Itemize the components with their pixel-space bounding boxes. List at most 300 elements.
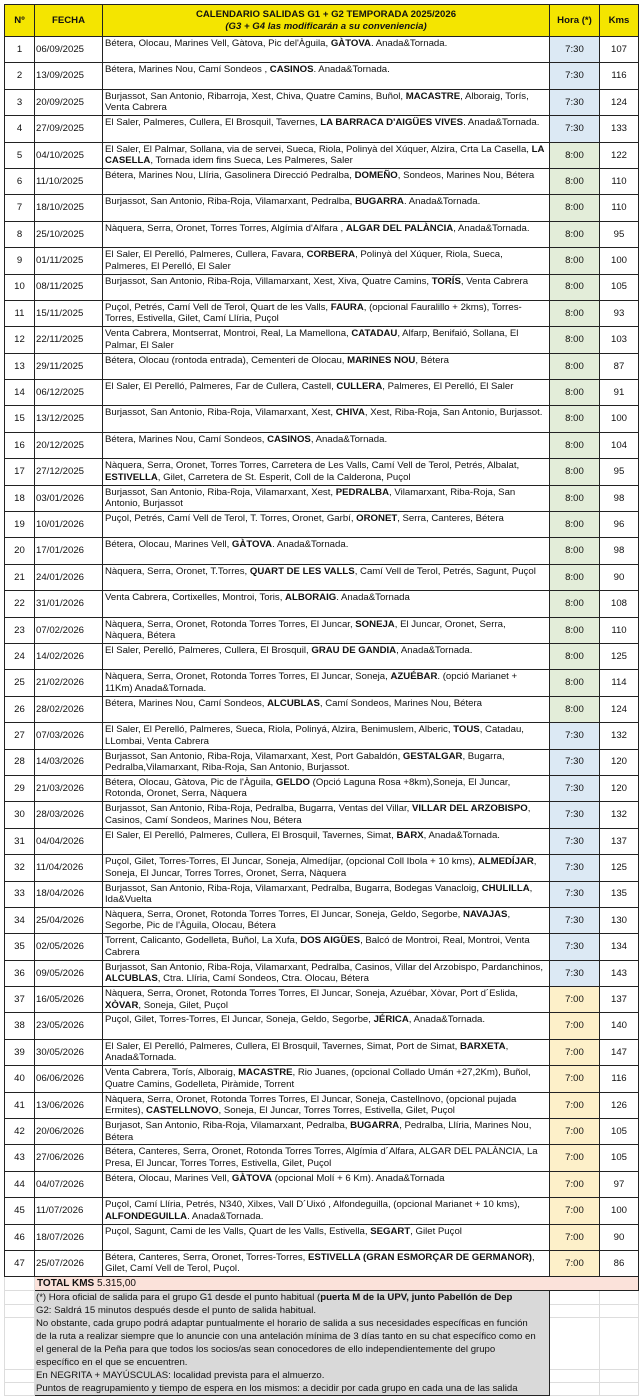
- row-date: 10/01/2026: [35, 512, 103, 538]
- table-row: [5, 1224, 639, 1250]
- row-kms: 116: [600, 63, 639, 89]
- route-text: Bétera, Olocau, Marines Vell, Gàtova, Pic del'Àguila,: [105, 38, 331, 49]
- route-text: Burjassot, San Antonio, Riba-Roja, Vilamarxant, Xest, Port Gabaldón,: [105, 750, 403, 762]
- route-lunch-stop: ALFONDEGUILLA: [105, 1210, 188, 1222]
- route-text: Puçol, Petrés, Camí Vell de Terol, Quart de les Valls,: [105, 301, 331, 313]
- route-text: , El Juncar, Oronet, Serra, Nàquera, Bétera: [105, 618, 506, 642]
- row-route: [103, 37, 550, 63]
- route-text: , Anada&Tornada.: [310, 433, 388, 445]
- route-text: , Pedralba, Llíria, Marines Nou, Bétera: [105, 1120, 532, 1143]
- route-text: Burjasot, San Antonio, Riba-Roja, Vilamarxant, Pedralba,: [105, 1120, 351, 1132]
- route-text: , Alboraig, Torís, Venta Cabrera: [105, 90, 529, 114]
- route-lunch-stop: ALCUBLAS: [105, 973, 158, 985]
- row-number: 25: [5, 670, 35, 696]
- route-text: El Saler, El Perelló, Palmeres, Cullera, Favara,: [105, 249, 307, 261]
- row-number: 28: [5, 749, 35, 775]
- route-text: , Venta Cabrera: [460, 275, 529, 287]
- route-text: Nàquera, Serra, Oronet, Torres Torres, Algímia d'Alfara ,: [105, 222, 346, 234]
- row-number: 38: [5, 1013, 35, 1039]
- route-text: . (opció Marianet + 11Km) Anada&Tornada.: [105, 671, 518, 694]
- route-text: , Tornada idem fins Sueca, Les Palmeres, Saler: [150, 155, 353, 167]
- route-text: Burjassot, San Antonio, Riba-Roja, Vilamarxant, Pedralba, Bugarra, Bodegas Vanacloig,: [105, 882, 482, 894]
- row-date: 13/09/2025: [35, 63, 103, 89]
- route-text: Nàquera, Serra, Oronet, Rotonda Torres Torres, El Juncar, Soneja,: [105, 671, 391, 683]
- row-route: [103, 432, 550, 458]
- route-lunch-stop: CHIVA: [335, 407, 365, 419]
- row-date: 27/09/2025: [35, 116, 103, 142]
- route-lunch-stop: CASINOS: [269, 64, 314, 76]
- route-text: , Rio Juanes, (opcional Collado Umán +27,2Km), Buñol, Quatre Camins, Godelleta, Piràmide, Torrent: [105, 1067, 531, 1090]
- row-time: 7:00: [550, 1171, 600, 1197]
- row-kms: 87: [600, 353, 639, 379]
- blank-cell: [5, 1277, 35, 1291]
- header-title: [103, 5, 550, 37]
- row-route: [103, 696, 550, 722]
- blank-cell: [600, 1382, 639, 1396]
- row-time: 8:00: [550, 512, 600, 538]
- row-date: 25/10/2025: [35, 221, 103, 247]
- row-date: 16/05/2026: [35, 987, 103, 1013]
- row-time: 7:00: [550, 1039, 600, 1065]
- route-text: , Anada&Tornada.: [105, 1040, 509, 1064]
- row-date: 21/03/2026: [35, 775, 103, 801]
- row-route: [103, 775, 550, 801]
- row-time: 7:00: [550, 1119, 600, 1145]
- route-text: Burjassot, San Antonio, Riba-Roja, Vilamarxant, Xest,: [105, 407, 336, 419]
- note-hora-oficial: [35, 1291, 550, 1305]
- table-row: [5, 591, 639, 617]
- row-number: 40: [5, 1066, 35, 1092]
- table-row: [5, 987, 639, 1013]
- row-kms: 105: [600, 274, 639, 300]
- row-route: [103, 749, 550, 775]
- row-time: 8:00: [550, 221, 600, 247]
- row-number: 16: [5, 432, 35, 458]
- route-text: , Anada&Tornada.: [408, 1014, 486, 1026]
- table-row: [5, 1039, 639, 1065]
- row-kms: 90: [600, 564, 639, 590]
- row-kms: 137: [600, 987, 639, 1013]
- table-row: [5, 327, 639, 353]
- row-time: 7:30: [550, 63, 600, 89]
- row-number: 6: [5, 168, 35, 194]
- row-date: 14/02/2026: [35, 643, 103, 669]
- table-row: [5, 617, 639, 643]
- route-lunch-stop: ALGAR DEL PALÀNCIA: [345, 222, 454, 234]
- route-lunch-stop: ALCUBLAS: [267, 697, 320, 709]
- row-route: [103, 591, 550, 617]
- route-text: , Balcó de Montroi, Real, Montroi, Venta Cabrera: [105, 935, 530, 958]
- note-bold-text: puerta M de la UPV, junto Pabellón de Dep: [320, 1292, 513, 1304]
- row-route: [103, 1250, 550, 1276]
- route-lunch-stop: BARXETA: [459, 1040, 506, 1052]
- row-kms: 120: [600, 775, 639, 801]
- row-kms: 147: [600, 1039, 639, 1065]
- row-date: 23/05/2026: [35, 1013, 103, 1039]
- row-number: 30: [5, 802, 35, 828]
- row-kms: 95: [600, 459, 639, 485]
- row-time: 7:30: [550, 37, 600, 63]
- route-text: . Anada&Tornada.: [370, 38, 448, 49]
- table-row: [5, 142, 639, 168]
- row-number: 33: [5, 881, 35, 907]
- row-route: [103, 142, 550, 168]
- table-row: [5, 37, 639, 63]
- row-route: [103, 406, 550, 432]
- row-kms: 140: [600, 1013, 639, 1039]
- header-kms: Kms: [600, 5, 639, 37]
- row-number: 37: [5, 987, 35, 1013]
- row-number: 46: [5, 1224, 35, 1250]
- route-lunch-stop: XÒVAR: [105, 999, 139, 1011]
- route-text: Puçol, Gilet, Torres-Torres, El Juncar, Soneja, Geldo, Segorbe,: [105, 1014, 374, 1026]
- blank-cell: [550, 1291, 600, 1305]
- route-lunch-stop: TORÍS: [431, 275, 461, 287]
- note-row: [5, 1369, 639, 1382]
- row-number: 5: [5, 142, 35, 168]
- row-time: 7:00: [550, 1224, 600, 1250]
- route-lunch-stop: MARINES NOU: [347, 354, 416, 366]
- row-time: 8:00: [550, 591, 600, 617]
- route-text: El Saler, El Perelló, Palmeres, Far de Cullera, Castell,: [105, 381, 337, 393]
- route-text: Bétera, Olocau, Gàtova, Pic de l'Àguila,: [105, 776, 276, 788]
- table-row: [5, 353, 639, 379]
- route-text: Bétera, Marines Nou, Camí Sondeos,: [105, 697, 268, 709]
- header-num: Nº: [5, 5, 35, 37]
- row-route: [103, 459, 550, 485]
- row-kms: 98: [600, 538, 639, 564]
- row-time: 8:00: [550, 406, 600, 432]
- row-route: [103, 63, 550, 89]
- route-text: Puçol, Gilet, Torres-Torres, El Juncar, Soneja, Almedíjar, (opcional Coll Ibola + 10 kms),: [105, 856, 478, 868]
- total-value: 5.315,00: [97, 1278, 136, 1290]
- row-kms: 104: [600, 432, 639, 458]
- blank-cell: [5, 1304, 35, 1317]
- row-time: 8:00: [550, 300, 600, 326]
- route-text: Nàquera, Serra, Oronet, Torres Torres, Carretera de Les Valls, Camí Vell de Terol, Petrés, Albalat,: [105, 460, 520, 472]
- row-route: [103, 168, 550, 194]
- row-number: 41: [5, 1092, 35, 1118]
- route-text: Nàquera, Serra, Oronet, T.Torres,: [105, 565, 250, 577]
- table-row: [5, 406, 639, 432]
- table-row: [5, 485, 639, 511]
- route-lunch-stop: CASTELLNOVO: [146, 1105, 219, 1117]
- route-lunch-stop: DOMEÑO: [354, 169, 398, 181]
- row-route: [103, 617, 550, 643]
- row-kms: 100: [600, 406, 639, 432]
- row-date: 15/11/2025: [35, 300, 103, 326]
- row-number: 26: [5, 696, 35, 722]
- route-text: Bétera, Olocau, Marines Vell,: [105, 1172, 232, 1184]
- route-text: El Saler, El Perelló, Palmeres, Sueca, Riola, Polinyá, Alzira, Benimuslem, Alberic,: [105, 724, 454, 736]
- row-route: [103, 1224, 550, 1250]
- row-date: 02/05/2026: [35, 934, 103, 960]
- table-row: [5, 670, 639, 696]
- row-kms: 130: [600, 907, 639, 933]
- row-route: [103, 327, 550, 353]
- row-time: 7:30: [550, 855, 600, 881]
- row-date: 20/06/2026: [35, 1119, 103, 1145]
- row-kms: 100: [600, 248, 639, 274]
- row-date: 22/11/2025: [35, 327, 103, 353]
- row-route: [103, 248, 550, 274]
- row-number: 18: [5, 485, 35, 511]
- row-number: 11: [5, 300, 35, 326]
- row-kms: 125: [600, 643, 639, 669]
- row-kms: 126: [600, 1092, 639, 1118]
- table-row: [5, 881, 639, 907]
- row-time: 8:00: [550, 564, 600, 590]
- row-kms: 132: [600, 723, 639, 749]
- row-route: [103, 116, 550, 142]
- blank-cell: [600, 1291, 639, 1305]
- row-number: 24: [5, 643, 35, 669]
- row-number: 17: [5, 459, 35, 485]
- row-time: 7:00: [550, 1145, 600, 1171]
- row-kms: 107: [600, 37, 639, 63]
- row-number: 3: [5, 89, 35, 115]
- blank-cell: [550, 1317, 600, 1369]
- row-time: 7:30: [550, 907, 600, 933]
- route-lunch-stop: ALMEDÍJAR: [477, 856, 534, 868]
- row-number: 13: [5, 353, 35, 379]
- table-row: [5, 116, 639, 142]
- route-text: , Vilamarxant, Riba-Roja, San Antonio, Burjassot: [105, 486, 516, 510]
- table-title: CALENDARIO SALIDAS G1 + G2 TEMPORADA 2025/2026: [195, 9, 457, 20]
- row-route: [103, 855, 550, 881]
- row-route: [103, 643, 550, 669]
- route-text: , Soneja, El Juncar, Torres Torres, Estivella, Gilet, Puçol: [218, 1105, 455, 1117]
- route-text: , Soneja, El Juncar, Torres Torres, Oronet, Serra, Nàquera: [105, 856, 537, 879]
- row-number: 32: [5, 855, 35, 881]
- row-kms: 93: [600, 300, 639, 326]
- route-text: . Anada&Tornada.: [403, 196, 481, 208]
- row-kms: 134: [600, 934, 639, 960]
- row-date: 06/09/2025: [35, 37, 103, 63]
- route-lunch-stop: ALBORAIG: [285, 592, 337, 604]
- route-text: Bétera, Olocau, Marines Vell,: [105, 539, 232, 551]
- row-number: 9: [5, 248, 35, 274]
- row-date: 13/06/2026: [35, 1092, 103, 1118]
- table-row: [5, 749, 639, 775]
- row-date: 11/04/2026: [35, 855, 103, 881]
- row-date: 24/01/2026: [35, 564, 103, 590]
- row-time: 7:00: [550, 1250, 600, 1276]
- route-text: El Saler, El Palmar, Sollana, via de servei, Sueca, Riola, Polinyà del Xúquer, Alzira, Crta La Casella,: [105, 143, 532, 155]
- row-route: [103, 987, 550, 1013]
- row-kms: 122: [600, 142, 639, 168]
- row-number: 2: [5, 63, 35, 89]
- row-date: 06/12/2025: [35, 380, 103, 406]
- route-lunch-stop: ESTIVELLA: [105, 471, 158, 483]
- row-date: 08/11/2025: [35, 274, 103, 300]
- row-date: 31/01/2026: [35, 591, 103, 617]
- route-lunch-stop: CULLERA: [336, 381, 383, 393]
- row-date: 11/10/2025: [35, 168, 103, 194]
- route-lunch-stop: BUGARRA: [354, 196, 404, 208]
- route-text: Burjassot, San Antonio, Ribarroja, Xest, Chiva, Quatre Camins, Buñol,: [105, 90, 406, 102]
- row-date: 18/04/2026: [35, 881, 103, 907]
- route-text: , Polinyà del Xúquer, Riola, Sueca, Palmeres, El Perelló, El Saler: [105, 249, 503, 272]
- row-route: [103, 512, 550, 538]
- row-time: 8:00: [550, 327, 600, 353]
- table-row: [5, 828, 639, 854]
- route-lunch-stop: PEDRALBA: [335, 486, 390, 498]
- row-date: 11/07/2026: [35, 1198, 103, 1224]
- blank-cell: [5, 1317, 35, 1369]
- row-route: [103, 380, 550, 406]
- route-lunch-stop: AZUÉBAR: [390, 671, 438, 683]
- table-row: [5, 1145, 639, 1171]
- route-text: . Anada&Tornada.: [272, 539, 349, 551]
- row-kms: 86: [600, 1250, 639, 1276]
- route-text: , Segorbe, Pic de l'Àguila, Olocau, Bétera: [105, 908, 511, 932]
- row-date: 27/12/2025: [35, 459, 103, 485]
- row-number: 22: [5, 591, 35, 617]
- row-number: 44: [5, 1171, 35, 1197]
- route-text: , Ctra. Llíria, Camí Sondeos, Ctra. Olocau, Bétera: [157, 973, 369, 985]
- row-date: 14/03/2026: [35, 749, 103, 775]
- row-date: 18/10/2025: [35, 195, 103, 221]
- table-row: [5, 221, 639, 247]
- blank-cell: [550, 1304, 600, 1317]
- route-text: , Camí Vell de Terol, Petrés, Sagunt, Puçol: [354, 565, 536, 577]
- row-date: 25/04/2026: [35, 907, 103, 933]
- row-kms: 116: [600, 1066, 639, 1092]
- row-number: 1: [5, 37, 35, 63]
- row-number: 43: [5, 1145, 35, 1171]
- header-time: Hora (*): [550, 5, 600, 37]
- note-reagrupamiento: Puntos de reagrupamiento y tiempo de espera en los mismos: a decidir por cada grupo en cada una de las salida: [35, 1382, 550, 1396]
- route-text: Burjassot, San Antonio, Riba-Roja, Vilamarxant, Xest,: [105, 486, 336, 498]
- row-time: 7:30: [550, 775, 600, 801]
- row-route: [103, 89, 550, 115]
- route-lunch-stop: LA CASELLA: [105, 143, 545, 167]
- route-text: Nàquera, Serra, Oronet, Rotonda Torres Torres, El Juncar, Soneja, Azuébar, Xòvar, Port d´Eslida,: [105, 988, 518, 1000]
- route-text: . Anada&Tornada.: [313, 64, 390, 76]
- table-row: [5, 63, 639, 89]
- row-time: 7:30: [550, 960, 600, 986]
- route-text: , Ida&Vuelta: [105, 882, 533, 905]
- route-lunch-stop: SONEJA: [355, 618, 395, 630]
- route-text: El Saler, El Perelló, Palmeres, Cullera, El Brosquil, Tavernes, Simat, Port de Simat,: [105, 1040, 460, 1052]
- row-date: 17/01/2026: [35, 538, 103, 564]
- row-route: [103, 670, 550, 696]
- table-row: [5, 775, 639, 801]
- route-text: . Anada&Tornada.: [463, 117, 540, 129]
- total-cell: [35, 1277, 639, 1291]
- row-kms: 96: [600, 512, 639, 538]
- route-text: . Anada&Tornada.: [187, 1210, 264, 1222]
- row-route: [103, 353, 550, 379]
- row-time: 7:30: [550, 934, 600, 960]
- row-time: 7:00: [550, 987, 600, 1013]
- row-date: 07/02/2026: [35, 617, 103, 643]
- route-text: (Opció Laguna Rosa +8km),Soneja, El Juncar, Rotonda, Oronet, Serra, Nàquera: [105, 776, 511, 800]
- blank-cell: [600, 1317, 639, 1369]
- row-date: 01/11/2025: [35, 248, 103, 274]
- route-text: Torrent, Calicanto, Godelleta, Buñol, La Xufa,: [105, 935, 301, 947]
- route-lunch-stop: CATADAU: [351, 328, 398, 340]
- table-row: [5, 1066, 639, 1092]
- row-time: 7:30: [550, 828, 600, 854]
- row-kms: 100: [600, 1198, 639, 1224]
- row-route: [103, 195, 550, 221]
- route-text: Puçol, Camí Llíria, Petrés, N340, Xilxes, Vall D´Uixó , Alfondeguilla, (opcional Marianet + 10 kms),: [105, 1199, 520, 1211]
- row-number: 19: [5, 512, 35, 538]
- row-time: 8:00: [550, 274, 600, 300]
- row-route: [103, 1039, 550, 1065]
- route-text: , Sondeos, Marines Nou, Bétera: [397, 169, 535, 181]
- row-route: [103, 802, 550, 828]
- row-date: 09/05/2026: [35, 960, 103, 986]
- row-time: 8:00: [550, 195, 600, 221]
- route-text: , Serra, Canteres, Bétera: [397, 513, 504, 525]
- total-row: [5, 1277, 639, 1291]
- blank-cell: [5, 1291, 35, 1305]
- row-route: [103, 828, 550, 854]
- row-time: 7:00: [550, 1092, 600, 1118]
- row-kms: 125: [600, 855, 639, 881]
- row-date: 06/06/2026: [35, 1066, 103, 1092]
- row-time: 8:00: [550, 380, 600, 406]
- table-row: [5, 1013, 639, 1039]
- route-lunch-stop: CASINOS: [267, 433, 311, 445]
- row-number: 15: [5, 406, 35, 432]
- route-text: , Bugarra, Pedralba,Vilamarxant, Riba-Roja, San Antonio, Burjassot.: [105, 750, 505, 774]
- table-row: [5, 248, 639, 274]
- row-route: [103, 274, 550, 300]
- row-time: 8:00: [550, 353, 600, 379]
- route-text: Bétera, Marines Nou, Camí Sondeos,: [105, 433, 268, 445]
- route-text: . Anada&Tornada: [336, 592, 410, 604]
- row-kms: 91: [600, 380, 639, 406]
- route-lunch-stop: JÉRICA: [373, 1014, 409, 1026]
- row-number: 27: [5, 723, 35, 749]
- row-number: 14: [5, 380, 35, 406]
- row-kms: 133: [600, 116, 639, 142]
- row-time: 7:30: [550, 802, 600, 828]
- route-text: Bétera, Canteres, Serra, Oronet, Torres-Torres,: [105, 1251, 308, 1263]
- row-kms: 124: [600, 696, 639, 722]
- table-row: [5, 168, 639, 194]
- note-row: [5, 1382, 639, 1396]
- route-text: , Anada&Tornada.: [396, 644, 473, 656]
- row-kms: 95: [600, 221, 639, 247]
- table-row: [5, 564, 639, 590]
- row-time: 8:00: [550, 248, 600, 274]
- row-kms: 124: [600, 89, 639, 115]
- row-time: 7:30: [550, 749, 600, 775]
- route-lunch-stop: ESTIVELLA (GRAN ESMORÇAR DE GERMANOR): [307, 1251, 533, 1263]
- row-route: [103, 538, 550, 564]
- row-kms: 110: [600, 195, 639, 221]
- route-text: , Camí Sondeos, Marines Nou, Bétera: [319, 697, 482, 709]
- row-route: [103, 1013, 550, 1039]
- table-row: [5, 274, 639, 300]
- row-date: 30/05/2026: [35, 1039, 103, 1065]
- row-time: 8:00: [550, 538, 600, 564]
- table-row: [5, 380, 639, 406]
- table-row: [5, 802, 639, 828]
- route-text: , Gilet, Camí Vell de Terol, Puçol.: [105, 1251, 535, 1275]
- route-text: , Bétera: [415, 354, 449, 366]
- row-kms: 97: [600, 1171, 639, 1197]
- row-date: 27/06/2026: [35, 1145, 103, 1171]
- row-number: 45: [5, 1198, 35, 1224]
- row-number: 12: [5, 327, 35, 353]
- route-text: (opcional Molí + 6 Km). Anada&Tornada: [272, 1172, 445, 1184]
